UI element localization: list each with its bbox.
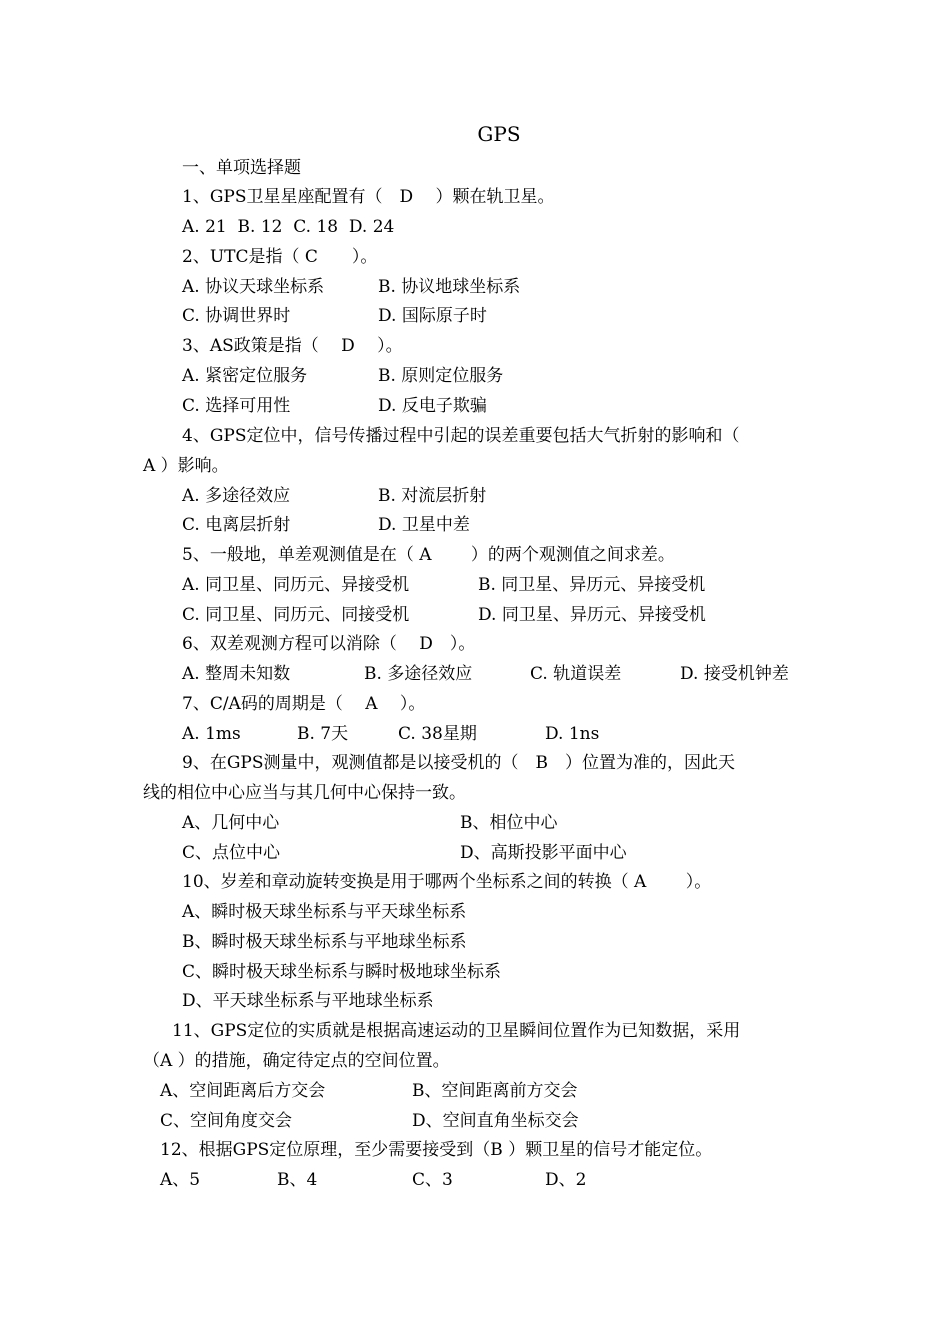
question-2-option-c: C. 协调世界时 (182, 306, 291, 326)
question-12: 12、根据GPS定位原理，至少需要接受到（B ）颗卫星的信号才能定位。 (160, 1140, 713, 1160)
question-3: 3、AS政策是指（ D ）。 (182, 336, 403, 356)
question-11-option-a: A、空间距离后方交会 (160, 1081, 326, 1101)
question-1-options: A. 21 B. 12 C. 18 D. 24 (182, 217, 395, 237)
question-12-option-b: B、4 (277, 1170, 318, 1190)
question-9-option-a: A、几何中心 (182, 813, 280, 833)
question-9-line-1: 9、在GPS测量中，观测值都是以接受机的（ B ）位置为准的，因此天 (182, 753, 735, 773)
question-4-option-c: C. 电离层折射 (182, 515, 291, 535)
question-12-option-a: A、5 (160, 1170, 201, 1190)
question-7: 7、C/A码的周期是（ A ）。 (182, 694, 426, 714)
question-3-option-a: A. 紧密定位服务 (182, 366, 308, 386)
question-6-option-b: B. 多途径效应 (364, 664, 473, 684)
question-4-line-1: 4、GPS定位中，信号传播过程中引起的误差重要包括大气折射的影响和（ (182, 426, 740, 446)
question-10-option-a: A、瞬时极天球坐标系与平天球坐标系 (182, 902, 467, 922)
question-5-option-b: B. 同卫星、异历元、异接受机 (478, 575, 706, 595)
question-11-line-2: （A ）的措施，确定待定点的空间位置。 (143, 1051, 450, 1071)
question-7-option-a: A. 1ms (182, 724, 241, 744)
question-5: 5、一般地，单差观测值是在（ A ）的两个观测值之间求差。 (182, 545, 675, 565)
question-2: 2、UTC是指（ C ）。 (182, 247, 378, 267)
question-6-option-d: D. 接受机钟差 (680, 664, 789, 684)
question-12-option-d: D、2 (545, 1170, 587, 1190)
question-3-option-c: C. 选择可用性 (182, 396, 291, 416)
question-9-option-c: C、点位中心 (182, 843, 281, 863)
question-4-option-d: D. 卫星中差 (378, 515, 470, 535)
question-7-option-c: C. 38星期 (398, 724, 477, 744)
question-2-option-a: A. 协议天球坐标系 (182, 277, 325, 297)
question-11-option-c: C、空间角度交会 (160, 1111, 293, 1131)
question-7-option-d: D. 1ns (545, 724, 600, 744)
question-10-option-b: B、瞬时极天球坐标系与平地球坐标系 (182, 932, 467, 952)
question-4-line-2: A ）影响。 (143, 456, 229, 476)
question-9-option-b: B、相位中心 (460, 813, 558, 833)
question-3-option-d: D. 反电子欺骗 (378, 396, 487, 416)
question-6-option-c: C. 轨道误差 (530, 664, 622, 684)
question-9-option-d: D、高斯投影平面中心 (460, 843, 627, 863)
question-2-option-d: D. 国际原子时 (378, 306, 487, 326)
question-9-line-2: 线的相位中心应当与其几何中心保持一致。 (143, 783, 466, 803)
page-title: GPS (477, 122, 521, 146)
question-6: 6、双差观测方程可以消除（ D ）。 (182, 634, 476, 654)
question-11-line-1: 11、GPS定位的实质就是根据高速运动的卫星瞬间位置作为已知数据，采用 (172, 1021, 741, 1041)
question-5-option-c: C. 同卫星、同历元、同接受机 (182, 605, 410, 625)
question-4-option-b: B. 对流层折射 (378, 486, 487, 506)
question-12-option-c: C、3 (412, 1170, 453, 1190)
section-heading: 一、单项选择题 (182, 158, 301, 178)
question-3-option-b: B. 原则定位服务 (378, 366, 504, 386)
question-4-option-a: A. 多途径效应 (182, 486, 291, 506)
question-7-option-b: B. 7天 (297, 724, 349, 744)
question-10-option-c: C、瞬时极天球坐标系与瞬时极地球坐标系 (182, 962, 502, 982)
question-10-option-d: D、平天球坐标系与平地球坐标系 (182, 991, 434, 1011)
question-6-option-a: A. 整周未知数 (182, 664, 291, 684)
question-11-option-d: D、空间直角坐标交会 (412, 1111, 579, 1131)
question-5-option-d: D. 同卫星、异历元、异接受机 (478, 605, 706, 625)
question-11-option-b: B、空间距离前方交会 (412, 1081, 578, 1101)
question-10: 10、岁差和章动旋转变换是用于哪两个坐标系之间的转换（ A ）。 (182, 872, 712, 892)
question-1: 1、GPS卫星星座配置有（ D ）颗在轨卫星。 (182, 187, 555, 207)
question-5-option-a: A. 同卫星、同历元、异接受机 (182, 575, 410, 595)
question-2-option-b: B. 协议地球坐标系 (378, 277, 521, 297)
